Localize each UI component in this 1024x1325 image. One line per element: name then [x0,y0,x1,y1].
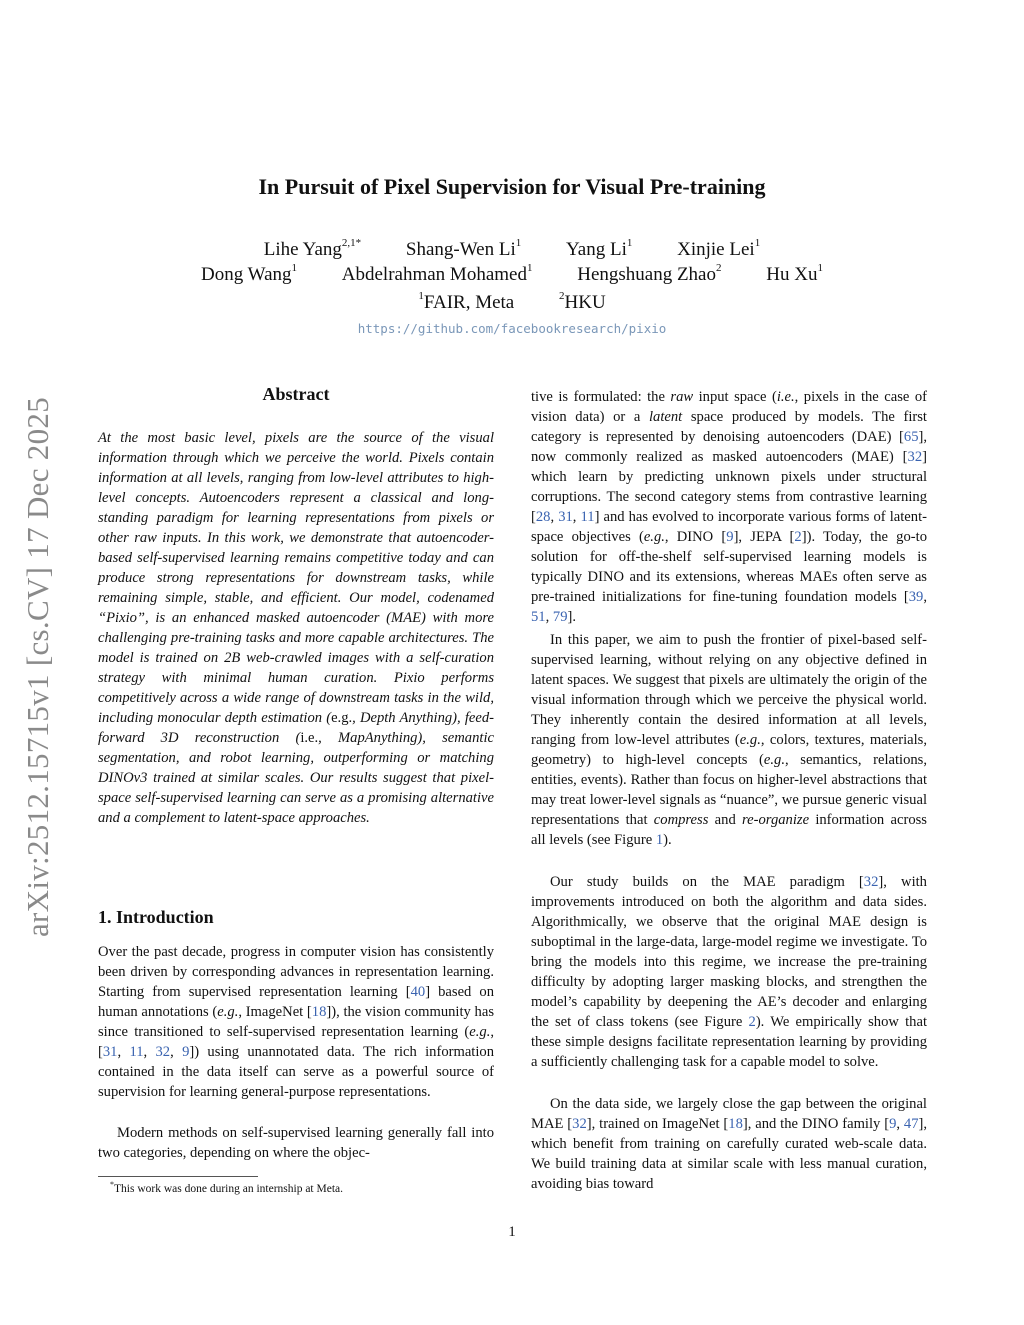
affiliation: $^1$FAIR, Meta [418,290,515,313]
citation-link[interactable]: 2 [794,529,802,545]
citation-link[interactable]: 9 [726,529,734,545]
footnote-text: This work was done during an internship at Meta. [114,1182,343,1195]
citation-link[interactable]: 32 [572,1116,587,1132]
author-row-1 [0,239,1024,261]
author: Xinjie Lei$^1$ [677,237,761,260]
footnote-divider [98,1176,258,1177]
citation-link[interactable]: 32 [863,874,879,890]
citation-link[interactable]: 18 [311,1004,327,1020]
citation-link[interactable]: 32 [155,1044,171,1060]
author: Dong Wang$^1$ [201,262,298,285]
section-heading-introduction: 1. Introduction [98,907,214,927]
abstract-heading: Abstract [262,384,330,404]
figure-reference-link[interactable]: 1 [655,832,664,848]
citation-link[interactable]: 18 [728,1116,743,1132]
arxiv-identifier: arXiv:2512.15715v1 [cs.CV] 17 Dec 2025 [20,396,55,938]
right-paragraph-3: Our study builds on the MAE paradigm [32], with improvements introduced on both the algorithm and data sides. Algorithmically, we observe that the original MAE design is suboptimal in the large-data, large-model regime we investigate. To bring the models into this regime, we increase the pre-training difficulty by adopting larger masking blocks, and strengthen the model’s capability by deepening the AE’s decoder and enlarging the set of class tokens (see Figure 2). We empirically show that these simple designs facilitate representation learning by providing a sufficiently challenging task for a capable model to solve. [531,874,927,1070]
author: Hu Xu$^1$ [766,262,823,285]
right-paragraph-4: On the data side, we largely close the gap between the original MAE [32], trained on ImageNet [18], and the DINO family [9, 47], which benefit from training on carefully curated web-scale data. We build training data at similar scale with less manual curation, avoiding bias toward [531,1096,927,1192]
author: Hengshuang Zhao$^2$ [577,262,722,285]
footnote [110,1180,343,1195]
citation-link[interactable]: 65 [903,429,919,445]
citation-link[interactable]: 40 [410,984,426,1000]
citation-link[interactable]: 51 [531,609,546,625]
citation-link[interactable]: 39 [908,589,924,605]
citation-link[interactable]: 11 [129,1044,144,1060]
affiliation: $^2$HKU [559,290,606,313]
author: Lihe Yang$^{2,1*}$ [263,237,362,260]
intro-paragraph-2: Modern methods on self-supervised learning generally fall into two categories, depending on where the objec- [98,1125,494,1161]
citation-link[interactable]: 9 [889,1116,897,1132]
author: Abdelrahman Mohamed$^1$ [341,262,533,285]
citation-link[interactable]: 79 [552,609,568,625]
citation-link[interactable]: 31 [558,509,573,525]
author-row-2 [0,264,1024,286]
arxiv-sidebar-stamp [16,372,60,962]
right-paragraph-2: In this paper, we aim to push the frontier of pixel-based self-supervised learning, without relying on any objective defined in latent spaces. We suggest that pixels are ultimately the origin of the visual information through which we perceive the physical world. They inherently contain the desired information at all levels, ranging from low-level attributes (e.g., colors, textures, materials, geometry) to high-level concepts (e.g., semantics, relations, entities, events). Rather than focus on higher-level abstractions that may treat lower-level signals as “nuance”, we pursue generic visual representations that compress and re-organize information across all levels (see Figure 1). [531,632,928,848]
figure-reference-link[interactable]: 2 [748,1014,756,1030]
abstract-text: At the most basic level, pixels are the source of the visual information through which we perceive the world. Pixels contain information at all levels, ranging from low-level attributes to high-level concepts. Autoencoders represent a classical and long-standing paradigm for learning representations from pixels or other raw inputs. In this work, we demonstrate that autoencoder-based self-supervised learning remains competitive today and can produce strong representations for downstream tasks, while remaining simple, stable, and efficient. Our model, codenamed “Pixio”, is an enhanced masked autoencoder (MAE) with more challenging pre-training tasks and more capable architectures. The model is trained on 2B web-crawled images with a self-curation strategy with minimal human curation. Pixio performs competitively across a wide range of downstream tasks in the wild, including monocular depth estimation (e.g., Depth Anything), feed-forward 3D reconstruction (i.e., MapAnything), semantic segmentation, and robot learning, outperforming or matching DINOv3 trained at similar scales. Our results suggest that pixel-space self-supervised learning can serve as a promising alternative and a complement to latent-space approaches. [98,430,495,826]
citation-link[interactable]: 9 [182,1044,190,1060]
citation-link[interactable]: 11 [580,509,595,525]
citation-link[interactable]: 47 [903,1116,919,1132]
right-paragraph-1: tive is formulated: the raw input space (i.e., pixels in the case of vision data) or a latent space produced by models. The first category is represented by denoising autoencoders (DAE) [65], now commonly realized as masked autoencoders (MAE) [32] which learn by predicting unknown pixels under structural corruptions. The second category stems from contrastive learning [28, 31, 11] and has evolved to incorporate various forms of latent-space objectives (e.g., DINO [9], JEPA [2]). Today, the go-to solution for off-the-shelf self-supervised learning models is typically DINO and its extensions, whereas MAEs often serve as pre-trained initializations for fine-tuning foundation models [39, 51, 79]. [531,389,927,625]
citation-link[interactable]: 28 [535,509,551,525]
author: Shang-Wen Li$^1$ [405,237,522,260]
author: Yang Li$^1$ [565,237,633,260]
citation-link[interactable]: 31 [102,1044,118,1060]
affiliations [0,292,1024,314]
repo-link[interactable]: https://github.com/facebookresearch/pixio [357,321,667,336]
intro-paragraph-1: Over the past decade, progress in computer vision has consistently been driven by corresponding advances in representation learning. Starting from supervised representation learning [40] based on human annotations (e.g., ImageNet [18]), the vision community has since transitioned to self-supervised representation learning (e.g., [31, 11, 32, 9]) using unannotated data. The rich information contained in the data itself can serve as a powerful source of supervision for learning general-purpose representations. [98,944,495,1100]
footnote-mark: * [110,1180,114,1189]
page-number: 1 [508,1224,516,1240]
paper-title: In Pursuit of Pixel Supervision for Visual Pre-training [258,174,766,199]
citation-link[interactable]: 32 [907,449,923,465]
